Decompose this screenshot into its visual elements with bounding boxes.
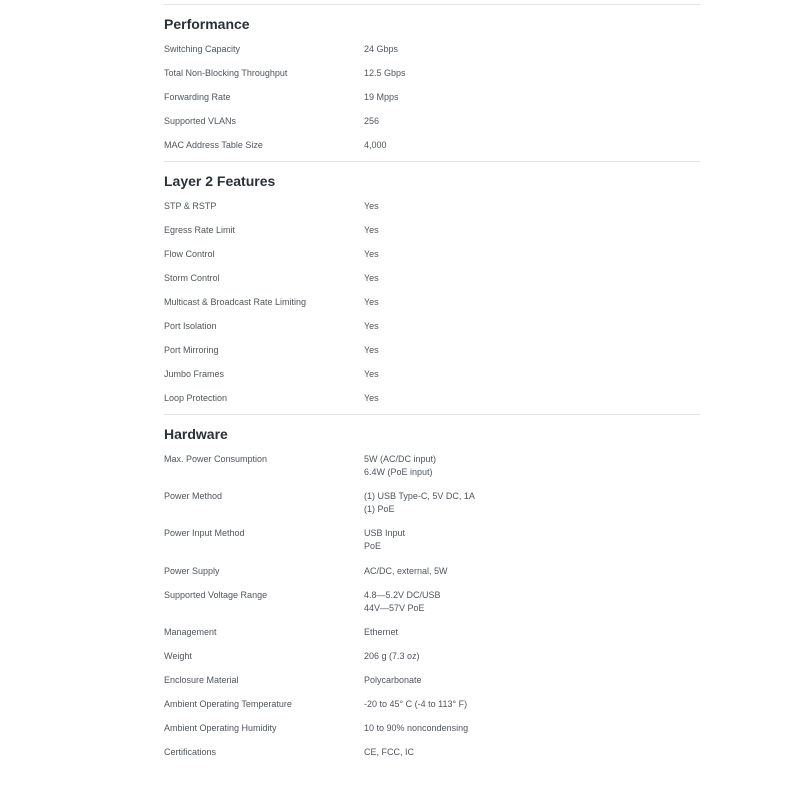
spec-row [164,453,700,490]
spec-value [364,490,475,516]
spec-label: Port Isolation [164,321,217,331]
spec-row [164,344,700,368]
spec-row [164,43,700,67]
spec-label: Ambient Operating Temperature [164,699,292,709]
spec-row [164,272,700,296]
spec-value-line: -20 to 45° C (-4 to 113° F) [364,699,468,709]
spec-value-line: 6.4W (PoE input) [364,467,433,477]
spec-value-line: 44V—57V PoE [364,603,425,613]
spec-row [164,650,700,674]
spec-value-line: USB Input [364,528,406,538]
layer2-features-section [164,161,700,414]
spec-value [364,453,436,479]
spec-value: Yes [364,225,379,235]
spec-label: Jumbo Frames [164,369,225,379]
spec-label: Supported Voltage Range [164,590,268,600]
spec-value: 256 [364,116,380,126]
spec-value-line: Polycarbonate [364,675,422,685]
section-title: Hardware [164,426,228,442]
spec-label: Total Non-Blocking Throughput [164,68,288,78]
spec-value [364,527,405,553]
spec-label: Certifications [164,747,217,757]
spec-row [164,392,700,414]
spec-value [364,589,441,615]
spec-label: Ambient Operating Humidity [164,723,277,733]
spec-value [364,746,414,759]
spec-value: Yes [364,249,379,259]
spec-value [364,565,448,578]
spec-value-line: 5W (AC/DC input) [364,454,437,464]
spec-row [164,368,700,392]
spec-row [164,722,700,746]
spec-label: Forwarding Rate [164,92,231,102]
spec-row [164,698,700,722]
spec-value [364,698,467,711]
hardware-section [164,414,700,770]
spec-row [164,139,700,161]
spec-sheet [164,4,700,770]
performance-section [164,4,700,161]
spec-label: STP & RSTP [164,201,217,211]
spec-list [164,200,700,414]
spec-row [164,490,700,527]
spec-value: 19 Mpps [364,92,399,102]
spec-value-line: Ethernet [364,627,399,637]
spec-label: Port Mirroring [164,345,219,355]
spec-row [164,674,700,698]
section-title: Layer 2 Features [164,173,276,189]
spec-list [164,43,700,161]
spec-value: 12.5 Gbps [364,68,406,78]
spec-label: Power Supply [164,566,220,576]
spec-label: Multicast & Broadcast Rate Limiting [164,297,307,307]
spec-value-line: 206 g (7.3 oz) [364,651,420,661]
spec-label: Loop Protection [164,393,228,403]
spec-label: Switching Capacity [164,44,241,54]
spec-value: Yes [364,321,379,331]
spec-row [164,626,700,650]
spec-row [164,320,700,344]
spec-label: Enclosure Material [164,675,239,685]
spec-row [164,115,700,139]
spec-label: Management [164,627,217,637]
spec-row [164,91,700,115]
spec-value: Yes [364,297,379,307]
spec-list [164,453,700,770]
spec-row [164,67,700,91]
spec-label: Egress Rate Limit [164,225,236,235]
spec-value: Yes [364,201,379,211]
spec-label: Power Input Method [164,528,245,538]
spec-label: Storm Control [164,273,220,283]
spec-row [164,248,700,272]
spec-value [364,626,398,639]
spec-label: MAC Address Table Size [164,140,263,150]
spec-row [164,565,700,589]
spec-row [164,296,700,320]
spec-value-line: CE, FCC, IC [364,747,415,757]
spec-value: Yes [364,345,379,355]
section-title: Performance [164,16,250,32]
spec-value: Yes [364,393,379,403]
spec-label: Flow Control [164,249,215,259]
spec-value-line: (1) USB Type-C, 5V DC, 1A [364,491,475,501]
spec-label: Max. Power Consumption [164,454,268,464]
spec-value: 4,000 [364,140,387,150]
spec-row [164,527,700,565]
spec-value-line: AC/DC, external, 5W [364,566,448,576]
spec-row [164,200,700,224]
spec-row [164,746,700,770]
spec-value [364,650,420,663]
spec-label: Power Method [164,491,223,501]
spec-value-line: (1) PoE [364,504,395,514]
spec-value: 24 Gbps [364,44,399,54]
spec-value-line: PoE [364,541,382,551]
spec-value [364,722,468,735]
spec-label: Weight [164,651,192,661]
spec-value-line: 10 to 90% noncondensing [364,723,469,733]
spec-label: Supported VLANs [164,116,237,126]
spec-row [164,589,700,626]
spec-value: Yes [364,273,379,283]
spec-row [164,224,700,248]
spec-value [364,674,422,687]
spec-value-line: 4.8—5.2V DC/USB [364,590,441,600]
spec-value: Yes [364,369,379,379]
